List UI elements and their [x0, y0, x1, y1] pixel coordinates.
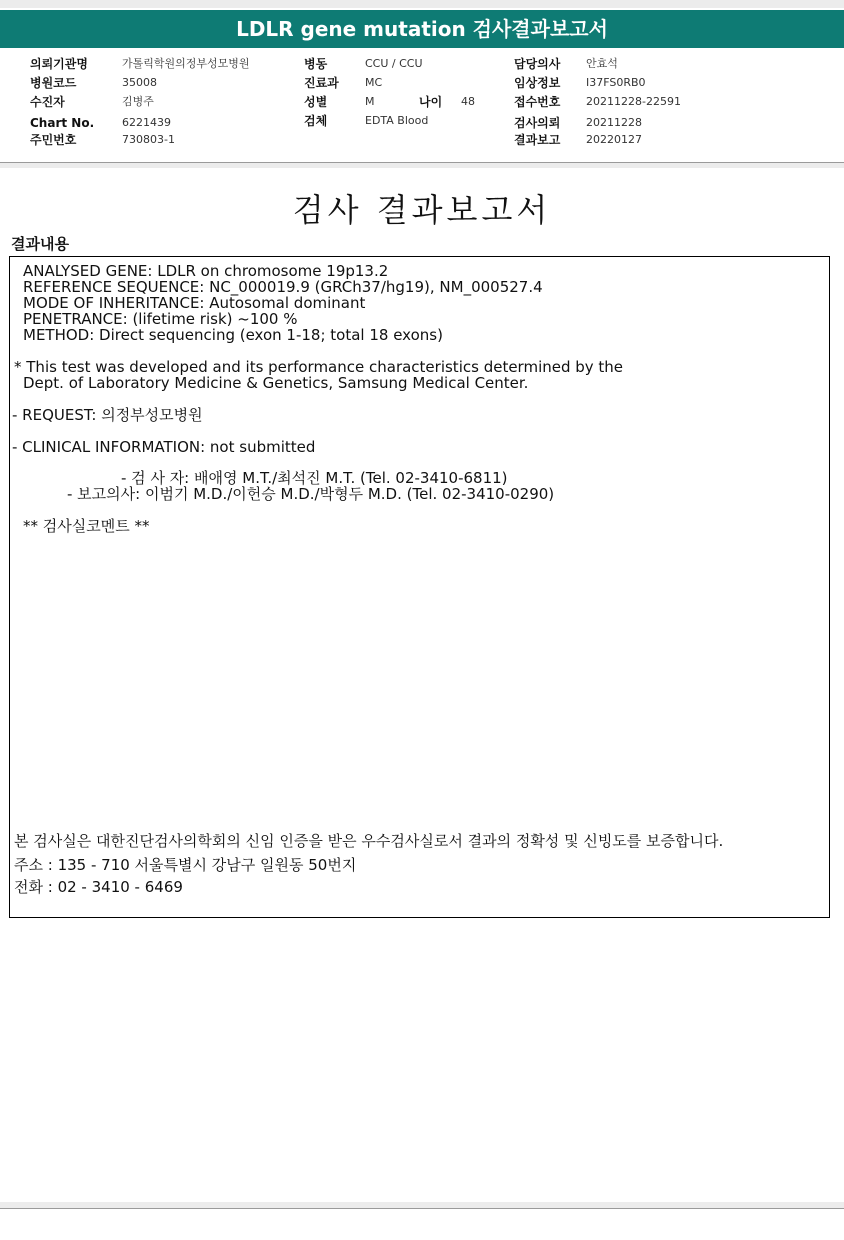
address-line: 주소 : 135 - 710 서울특별시 강남구 일원동 50번지	[14, 856, 357, 874]
doctor-label: 담당의사	[514, 57, 561, 71]
hospital-code-label: 병원코드	[30, 76, 77, 90]
penetrance-line: PENETRANCE: (lifetime risk) ~100 %	[23, 310, 298, 328]
specimen-label: 검체	[304, 114, 328, 128]
hospital-code-value: 35008	[122, 76, 157, 89]
inheritance-line: MODE OF INHERITANCE: Autosomal dominant	[23, 294, 366, 312]
phone-line: 전화 : 02 - 3410 - 6469	[14, 878, 183, 896]
top-strip	[0, 0, 844, 8]
examiner-line: - 검 사 자: 배애영 M.T./최석진 M.T. (Tel. 02-3410-6811)	[121, 469, 508, 487]
chart-no-label: Chart No.	[30, 116, 95, 130]
reference-sequence-line: REFERENCE SEQUENCE: NC_000019.9 (GRCh37/hg19), NM_000527.4	[23, 278, 543, 296]
sex-value: M	[365, 95, 375, 108]
report-date-label: 결과보고	[514, 133, 561, 147]
development-note-line: * This test was developed and its performance characteristics determined by the	[14, 358, 624, 376]
receipt-no-label: 접수번호	[514, 95, 561, 109]
patient-value: 김병주	[122, 95, 154, 108]
header-gray-band	[0, 163, 844, 168]
analysed-gene-line: ANALYSED GENE: LDLR on chromosome 19p13.2	[23, 262, 389, 280]
hospital-value: 가톨릭학원의정부성모병원	[122, 57, 250, 70]
method-line: METHOD: Direct sequencing (exon 1-18; total 18 exons)	[23, 326, 443, 344]
doctor-value: 안효석	[586, 57, 618, 70]
report-date-value: 20220127	[586, 133, 642, 146]
specimen-value: EDTA Blood	[365, 114, 429, 127]
patient-label: 수진자	[30, 95, 65, 109]
sex-label: 성별	[304, 95, 328, 109]
age-label: 나이	[419, 95, 443, 109]
request-date-value: 20211228	[586, 116, 642, 129]
result-section-label: 결과내용	[11, 235, 69, 253]
report-main-title: 검사 결과보고서	[292, 191, 552, 229]
ward-label: 병동	[304, 57, 328, 71]
department-label: 진료과	[304, 76, 339, 90]
patient-info-panel	[0, 48, 844, 162]
request-date-label: 검사의뢰	[514, 116, 561, 130]
department-note-line: Dept. of Laboratory Medicine & Genetics, Samsung Medical Center.	[23, 374, 529, 392]
receipt-no-value: 20211228-22591	[586, 95, 681, 108]
resident-no-value: 730803-1	[122, 133, 175, 146]
certification-line: 본 검사실은 대한진단검사의학회의 신임 인증을 받은 우수검사실로서 결과의 정확성 및 신빙도를 보증합니다.	[14, 832, 724, 850]
clinical-info-value: I37FS0RB0	[586, 76, 646, 89]
hospital-label: 의뢰기관명	[30, 57, 88, 71]
reporting-physician-line: - 보고의사: 이범기 M.D./이헌승 M.D./박형두 M.D. (Tel. 02-3410-0290)	[67, 485, 555, 503]
resident-no-label: 주민번호	[30, 133, 77, 147]
ward-value: CCU / CCU	[365, 57, 423, 70]
request-line: - REQUEST: 의정부성모병원	[12, 406, 203, 424]
lab-comment-heading: ** 검사실코멘트 **	[23, 517, 150, 535]
report-header-title: LDLR gene mutation 검사결과보고서	[0, 10, 844, 48]
clinical-info-label: 임상정보	[514, 76, 561, 90]
age-value: 48	[461, 95, 475, 108]
clinical-information-line: - CLINICAL INFORMATION: not submitted	[12, 438, 316, 456]
department-value: MC	[365, 76, 383, 89]
result-content-box	[9, 256, 830, 918]
chart-no-value: 6221439	[122, 116, 171, 129]
footer-divider	[0, 1208, 844, 1209]
